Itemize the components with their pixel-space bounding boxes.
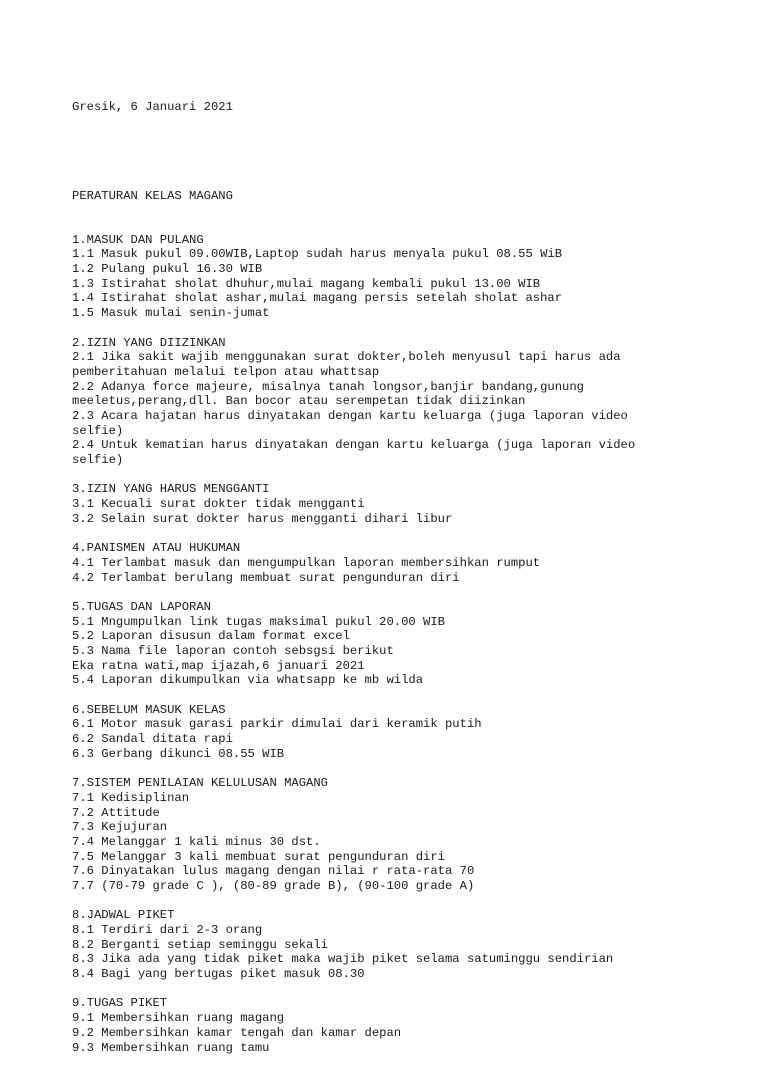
rule-line: 8.1 Terdiri dari 2-3 orang — [72, 923, 263, 937]
rule-line: 2.4 Untuk kematian harus dinyatakan dengan kartu keluarga (juga laporan video — [72, 438, 636, 453]
blank-line — [72, 145, 752, 160]
blank-line — [72, 526, 752, 541]
blank-line — [72, 894, 752, 909]
section-heading: 6.SEBELUM MASUK KELAS — [72, 702, 226, 717]
rule-line: 8.3 Jika ada yang tidak piket maka wajib piket selama satuminggu sendirian — [72, 952, 614, 967]
rule-line: 4.2 Terlambat berulang membuat surat pengunduran diri — [72, 570, 460, 585]
blank-line — [72, 468, 752, 483]
rule-line: 6.1 Motor masuk garasi parkir dimulai dari keramik putih — [72, 717, 482, 732]
section-4 — [72, 541, 752, 585]
rule-line: 7.1 Kedisiplinan — [72, 790, 190, 805]
rule-line: 5.4 Laporan dikumpulkan via whatsapp ke mb wilda — [72, 673, 424, 688]
rule-line: 2.1 Jika sakit wajib menggunakan surat dokter,boleh menyusul tapi harus ada — [72, 350, 621, 365]
section-heading: 8.JADWAL PIKET — [72, 908, 175, 923]
rule-line: pemberitahuan melalui telpon atau whattsap — [72, 364, 380, 379]
rule-line: 7.3 Kejujuran — [72, 820, 168, 835]
blank-line — [72, 321, 752, 336]
section-heading: 1.MASUK DAN PULANG — [72, 232, 204, 247]
section-9 — [72, 996, 752, 1055]
rule-line: 4.1 Terlambat masuk dan mengumpulkan laporan membersihkan rumput — [72, 555, 541, 570]
blank-line — [72, 761, 752, 776]
rule-line: 6.2 Sandal ditata rapi — [72, 732, 233, 747]
rule-line: 1.5 Masuk mulai senin-jumat — [72, 306, 270, 321]
section-heading: 4.PANISMEN ATAU HUKUMAN — [72, 541, 241, 556]
section-5 — [72, 600, 752, 688]
date-line: Gresik, 6 Januari 2021 — [72, 100, 233, 115]
rule-line: 2.3 Acara hajatan harus dinyatakan dengan kartu keluarga (juga laporan video — [72, 408, 628, 423]
section-heading: 9.TUGAS PIKET — [72, 996, 168, 1011]
section-8 — [72, 908, 752, 981]
rule-line: 1.1 Masuk pukul 09.00WIB,Laptop sudah harus menyala pukul 08.55 WiB — [72, 247, 563, 262]
section-1 — [72, 233, 752, 321]
rule-line: 1.3 Istirahat sholat dhuhur,mulai magang kembali pukul 13.00 WIB — [72, 276, 541, 291]
rule-line: 7.4 Melanggar 1 kali minus 30 dst. — [72, 834, 321, 849]
section-heading: 3.IZIN YANG HARUS MENGGANTI — [72, 482, 270, 497]
section-heading: 5.TUGAS DAN LAPORAN — [72, 599, 211, 614]
sections-container — [72, 233, 752, 1056]
rule-line: 5.2 Laporan disusun dalam format excel — [72, 629, 350, 644]
rule-line: 7.2 Attitude — [72, 805, 160, 820]
rule-line: 6.3 Gerbang dikunci 08.55 WIB — [72, 746, 285, 761]
rule-line: 3.2 Selain surat dokter harus mengganti dihari libur — [72, 511, 453, 526]
rule-line: 1.4 Istirahat sholat ashar,mulai magang persis setelah sholat ashar — [72, 291, 563, 306]
rule-line: 8.4 Bagi yang bertugas piket masuk 08.30 — [72, 967, 365, 982]
rule-line: 7.6 Dinyatakan lulus magang dengan nilai r rata-rata 70 — [72, 864, 475, 879]
document-page — [72, 71, 752, 1070]
rule-line: selfie) — [72, 423, 124, 438]
rule-line: 5.3 Nama file laporan contoh sebsgsi berikut — [72, 643, 394, 658]
rule-line: 8.2 Berganti setiap seminggu sekali — [72, 937, 328, 952]
blank-line — [72, 585, 752, 600]
document-title: PERATURAN KELAS MAGANG — [72, 188, 233, 203]
rule-line: 7.7 (70-79 grade C ), (80-89 grade B), (90-100 grade A) — [72, 878, 475, 893]
rule-line: 3.1 Kecuali surat dokter tidak mengganti — [72, 497, 365, 512]
rule-line: 5.1 Mngumpulkan link tugas maksimal pukul 20.00 WIB — [72, 614, 445, 629]
rule-line: 2.2 Adanya force majeure, misalnya tanah longsor,banjir bandang,gunung — [72, 379, 584, 394]
section-heading: 7.SISTEM PENILAIAN KELULUSAN MAGANG — [72, 776, 328, 791]
blank-line — [72, 982, 752, 997]
section-3 — [72, 482, 752, 526]
section-heading: 2.IZIN YANG DIIZINKAN — [72, 335, 226, 350]
rule-line: selfie) — [72, 453, 124, 467]
blank-line — [72, 688, 752, 703]
section-6 — [72, 703, 752, 762]
section-2 — [72, 336, 752, 468]
rule-line: meeletus,perang,dll. Ban bocor atau serempetan tidak diizinkan — [72, 394, 526, 409]
rule-line: 9.1 Membersihkan ruang magang — [72, 1011, 285, 1026]
rule-line: 9.3 Membersihkan ruang tamu — [72, 1040, 270, 1055]
rule-line: 1.2 Pulang pukul 16.30 WIB — [72, 262, 263, 277]
rule-line: Eka ratna wati,map ijazah,6 januari 2021 — [72, 658, 365, 673]
rule-line: 9.2 Membersihkan kamar tengah dan kamar depan — [72, 1025, 402, 1040]
section-7 — [72, 776, 752, 894]
rule-line: 7.5 Melanggar 3 kali membuat surat pengunduran diri — [72, 849, 445, 864]
